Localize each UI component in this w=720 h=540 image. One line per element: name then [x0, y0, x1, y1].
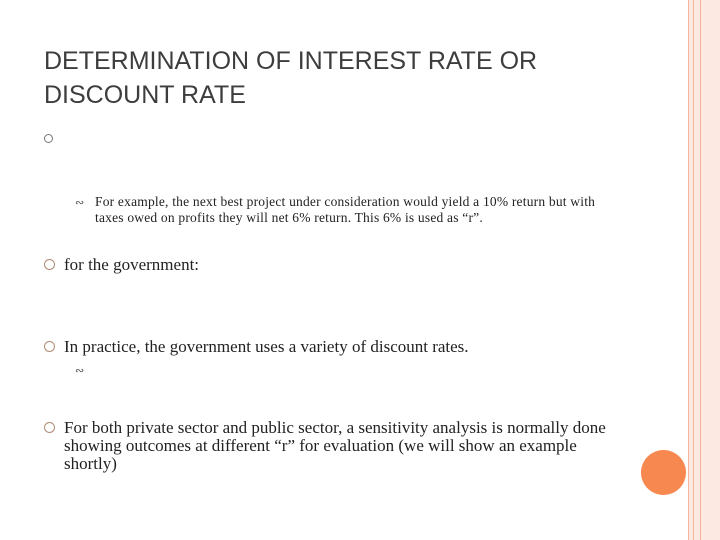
- decor-line: [688, 0, 689, 540]
- bullet-icon: [44, 341, 55, 352]
- decor-line: [700, 0, 701, 540]
- accent-circle: [641, 450, 686, 495]
- bullet-icon: [44, 134, 53, 143]
- bullet-text: For example, the next best project under consideration would yield a 10% return but with taxes owed on profits they will net 6% return. This 6% is used as “r”.: [95, 194, 596, 225]
- sub-bullet-icon: ∾: [75, 365, 85, 377]
- bullet-text: In practice, the government uses a variety of discount rates.: [64, 337, 469, 356]
- sub-bullet-icon: ∾: [75, 197, 85, 209]
- bullet-icon: [44, 422, 55, 433]
- bullet-icon: [44, 259, 55, 270]
- decor-line: [693, 0, 694, 540]
- bullet-text: For both private sector and public sector, a sensitivity analysis is normally done showing outcomes at different “r” for evaluation (we will show an example shortly): [64, 418, 606, 473]
- bullet-text: for the government:: [64, 255, 200, 274]
- slide-title: DETERMINATION OF INTEREST RATE OR DISCOUNT RATE: [44, 47, 538, 109]
